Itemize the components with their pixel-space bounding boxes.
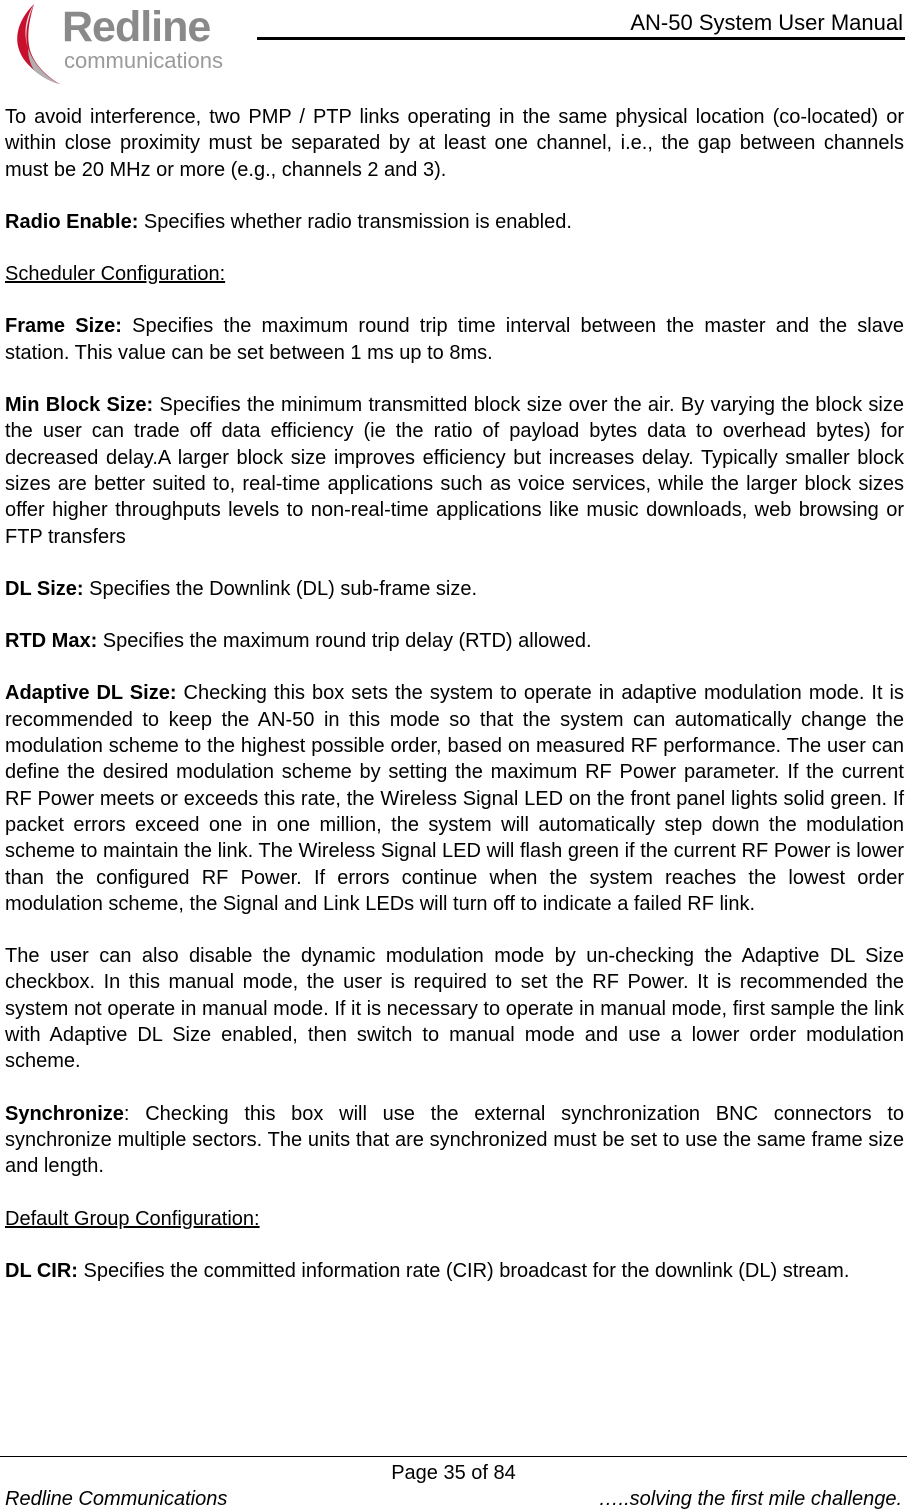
radio-enable-paragraph	[5, 209, 904, 235]
adaptive-dl-term: Adaptive DL Size:	[5, 682, 177, 705]
footer-rule	[0, 1456, 907, 1457]
frame-size-text: Specifies the maximum round trip time interval between the master and the slave station. This value can be set between 1 ms up to 8ms.	[5, 315, 904, 364]
default-group-heading: Default Group Configuration:	[5, 1207, 260, 1230]
redline-logo	[4, 0, 254, 86]
synchronize-text: : Checking this box will use the external synchronization BNC connectors to synchronize multiple sectors. The units that are synchronized must be set to use the same frame size and length.	[5, 1102, 904, 1178]
manual-title: AN-50 System User Manual	[630, 10, 903, 35]
redline-swoosh-icon	[4, 0, 64, 86]
min-block-text: Specifies the minimum transmitted block size over the air. By varying the block size the user can trade off data efficiency (ie the ratio of payload bytes data to overhead bytes) for decreased delay.A larger block size improves efficiency but increases delay. Typically smaller block sizes are better suited to, real-time applications such as voice services, while the larger block sizes offer higher throughputs levels to non-real-time applications like music downloads, web browsing or FTP transfers	[5, 394, 904, 548]
frame-size-paragraph	[5, 313, 904, 366]
page-number: Page 35 of 84	[391, 1462, 516, 1484]
radio-enable-text: Specifies whether radio transmission is enabled.	[138, 210, 572, 233]
adaptive-dl-paragraph	[5, 680, 904, 917]
min-block-term: Min Block Size:	[5, 394, 154, 417]
synchronize-term: Synchronize	[5, 1102, 124, 1125]
disable-paragraph: The user can also disable the dynamic modulation mode by un-checking the Adaptive DL Size checkbox. In this manual mode, the user is required to set the RF Power. It is recommended the system not operate in manual mode. If it is necessary to operate in manual mode, first sample the link with Adaptive DL Size enabled, then switch to manual mode and use a lower order modulation scheme.	[5, 945, 904, 1073]
min-block-paragraph	[5, 392, 904, 550]
frame-size-term: Frame Size:	[5, 315, 122, 338]
rtd-max-term: RTD Max:	[5, 630, 98, 653]
synchronize-paragraph	[5, 1101, 904, 1180]
page-header	[0, 0, 907, 90]
header-rule	[257, 37, 905, 40]
rtd-max-paragraph	[5, 628, 904, 654]
adaptive-dl-text: Checking this box sets the system to operate in adaptive modulation mode. It is recommended to keep the AN-50 in this mode so that the system can automatically change the modulation scheme to the highest possible order, based on measured RF performance. The user can define the desired modulation scheme by setting the maximum RF Power parameter. If the current RF Power meets or exceeds this rate, the Wireless Signal LED on the front panel lights solid green. If packet errors exceed one in one million, the system will automatically step down the modulation scheme to maintain the link. The Wireless Signal LED will flash green if the current RF Power is lower than the configured RF Power. If errors continue when the system reaches the lowest order modulation scheme, the Signal and Link LEDs will turn off to indicate a failed RF link.	[5, 682, 904, 915]
dl-cir-paragraph	[5, 1258, 904, 1284]
scheduler-heading: Scheduler Configuration:	[5, 263, 226, 286]
dl-size-paragraph	[5, 576, 904, 602]
dl-size-term: DL Size:	[5, 577, 84, 600]
footer-company: Redline Communications	[5, 1488, 228, 1510]
intro-paragraph: To avoid interference, two PMP / PTP links operating in the same physical location (co-located) or within close proximity must be separated by at least one channel, i.e., the gap between channels must be 20 MHz or more (e.g., channels 2 and 3).	[5, 106, 904, 181]
logo-sub-text: communications	[64, 48, 223, 73]
dl-cir-text: Specifies the committed information rate (CIR) broadcast for the downlink (DL) stream.	[77, 1259, 850, 1282]
dl-size-text: Specifies the Downlink (DL) sub-frame size.	[83, 577, 478, 600]
scheduler-heading-paragraph	[5, 261, 904, 287]
default-group-heading-paragraph	[5, 1206, 904, 1232]
footer-tagline: …..solving the first mile challenge.	[598, 1488, 902, 1510]
radio-enable-term: Radio Enable:	[5, 210, 139, 233]
dl-cir-term: DL CIR:	[5, 1259, 78, 1282]
rtd-max-text: Specifies the maximum round trip delay (RTD) allowed.	[97, 630, 592, 653]
page-body	[5, 104, 904, 1284]
logo-brand-text: Redline	[62, 3, 211, 51]
